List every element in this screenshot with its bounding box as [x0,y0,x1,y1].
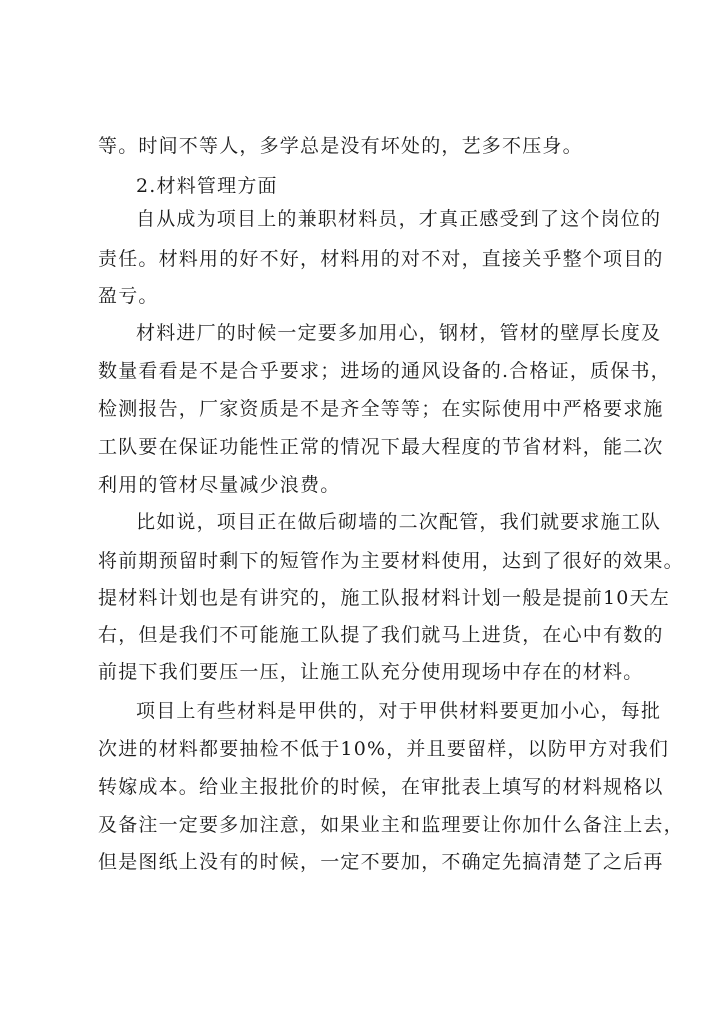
text-line: 但是图纸上没有的时候，一定不要加，不确定先搞清楚了之后再 [98,851,664,873]
text-line: 工队要在保证功能性正常的情况下最大程度的节省材料，能二次 [98,436,664,458]
text-line: 材料进厂的时候一定要多加用心，钢材，管材的壁厚长度及 [136,322,662,344]
text-line: 利用的管材尽量减少浪费。 [98,474,341,496]
text-line: 责任。材料用的好不好，材料用的对不对，直接关乎整个项目的 [98,248,664,270]
text-line: 提材料计划也是有讲究的，施工队报材料计划一般是提前10天左 [98,587,670,609]
text-line: 盈亏。 [98,285,159,307]
text-line: 转嫁成本。给业主报批价的时候，在审批表上填写的材料规格以 [98,776,664,798]
text-line: 右，但是我们不可能施工队提了我们就马上进货，在心中有数的 [98,624,664,646]
text-line: 数量看看是不是合乎要求；进场的通风设备的.合格证，质保书， [98,360,671,382]
text-line: 项目上有些材料是甲供的，对于甲供材料要更加小心，每批 [136,700,662,722]
text-line: 自从成为项目上的兼职材料员，才真正感受到了这个岗位的 [136,208,662,230]
text-line: 将前期预留时剩下的短管作为主要材料使用，达到了很好的效果。 [98,550,684,572]
text-line: 前提下我们要压一压，让施工队充分使用现场中存在的材料。 [98,661,644,683]
text-line: 次进的材料都要抽检不低于10%，并且要留样，以防甲方对我们 [98,738,670,760]
section-heading: 2.材料管理方面 [136,175,278,197]
text-line: 及备注一定要多加注意，如果业主和监理要让你加什么备注上去， [98,814,684,836]
text-line: 检测报告，厂家资质是不是齐全等等；在实际使用中严格要求施 [98,398,664,420]
text-line: 等。时间不等人，多学总是没有坏处的，艺多不压身。 [98,135,583,157]
text-line: 比如说，项目正在做后砌墙的二次配管，我们就要求施工队 [136,511,662,533]
